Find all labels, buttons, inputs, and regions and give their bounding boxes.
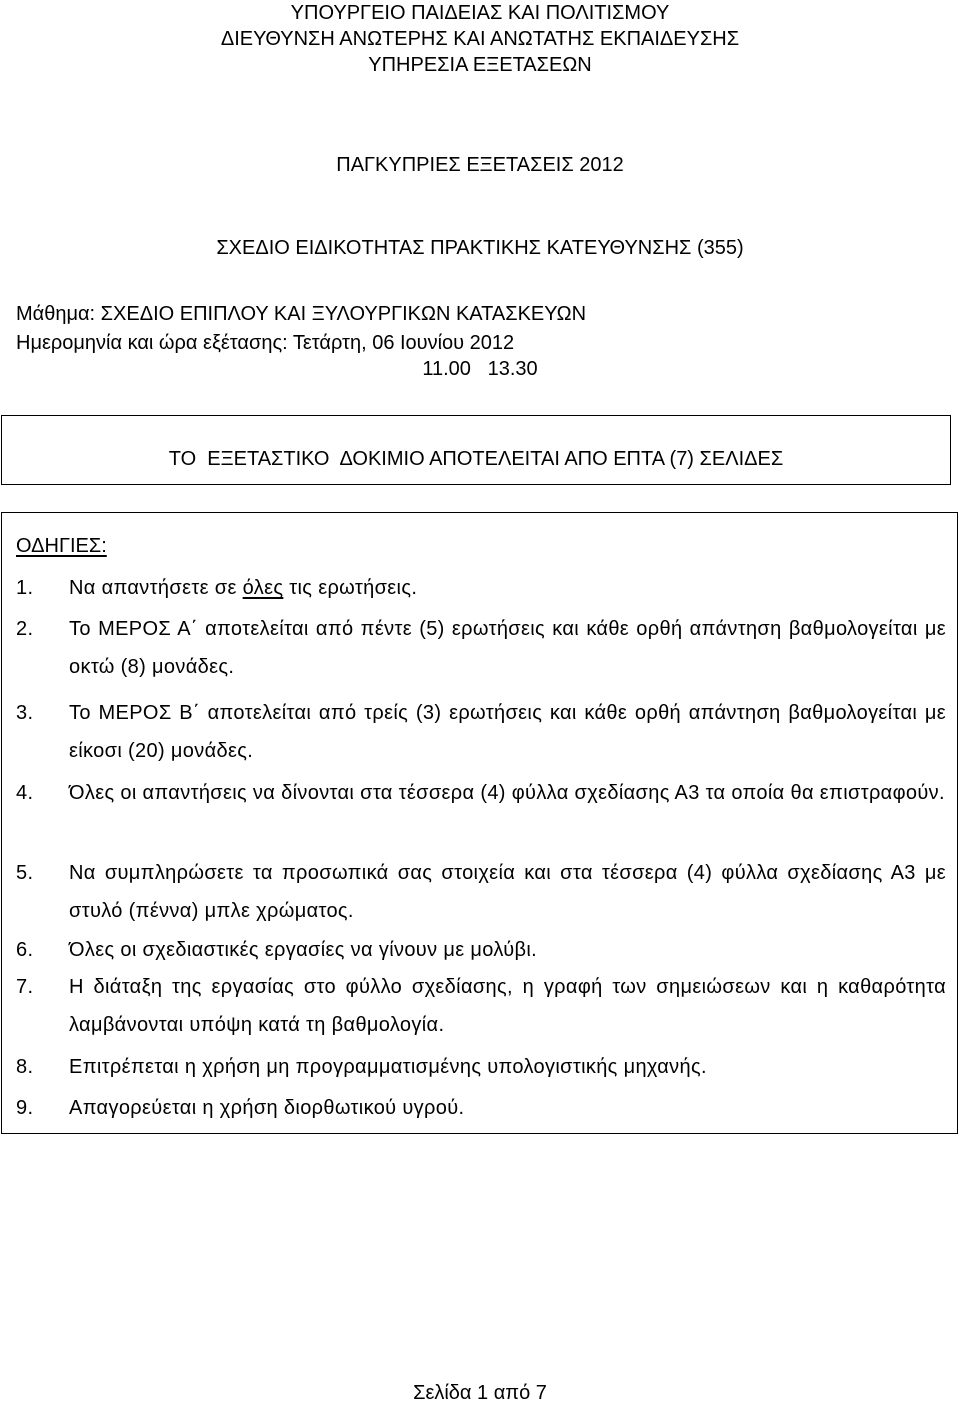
instruction-text: Το ΜΕΡΟΣ Α΄ αποτελείται από πέντε (5) ερωτήσεις και κάθε ορθή απάντηση βαθμολογείται με οκτώ (8) μονάδες. xyxy=(69,618,946,678)
instructions-title: ΟΔΗΓΙΕΣ: xyxy=(16,535,107,557)
instruction-item xyxy=(16,854,946,930)
instruction-number: 5. xyxy=(16,862,34,884)
instruction-item xyxy=(16,569,946,607)
instruction-text-part: Να απαντήσετε σε xyxy=(69,577,243,599)
instruction-text xyxy=(69,569,946,607)
instructions-box xyxy=(1,512,958,1134)
pages-notice-box xyxy=(1,415,951,485)
instruction-number: 7. xyxy=(16,976,34,998)
instruction-item xyxy=(16,610,946,686)
instruction-item xyxy=(16,694,946,770)
pages-notice: ΤΟ ΕΞΕΤΑΣΤΙΚΟ ΔΟΚΙΜΙΟ ΑΠΟΤΕΛΕΙΤΑΙ ΑΠΟ ΕΠΤΑ (7) ΣΕΛΙΔΕΣ xyxy=(168,448,784,470)
instruction-number: 8. xyxy=(16,1056,34,1078)
instruction-number: 6. xyxy=(16,939,34,961)
instruction-item xyxy=(16,931,946,969)
instruction-text: Όλες οι απαντήσεις να δίνονται στα τέσσερα (4) φύλλα σχεδίασης Α3 τα οποία θα επιστραφούν. xyxy=(69,782,945,804)
page-number: Σελίδα 1 από 7 xyxy=(413,1382,547,1404)
service-heading: ΥΠΗΡΕΣΙΑ ΕΞΕΤΑΣΕΩΝ xyxy=(368,54,592,76)
directorate-heading: ΔΙΕΥΘΥΝΣΗ ΑΝΩΤΕΡΗΣ ΚΑΙ ΑΝΩΤΑΤΗΣ ΕΚΠΑΙΔΕΥΣΗΣ xyxy=(220,28,740,50)
instruction-item xyxy=(16,1048,946,1086)
exam-date: Ημερομηνία και ώρα εξέτασης: Τετάρτη, 06 Ιουνίου 2012 xyxy=(16,332,515,354)
instruction-text: Η διάταξη της εργασίας στο φύλλο σχεδίασης, η γραφή των σημειώσεων και η καθαρότητα λαμβάνονται υπόψη κατά τη βαθμολογία. xyxy=(69,976,946,1036)
instruction-text: Όλες οι σχεδιαστικές εργασίες να γίνουν με μολύβι. xyxy=(69,939,538,961)
instruction-number: 3. xyxy=(16,702,34,724)
instruction-item xyxy=(16,774,946,812)
exam-time: 11.00 13.30 xyxy=(422,358,538,380)
exam-specialty: ΣΧΕΔΙΟ ΕΙΔΙΚΟΤΗΤΑΣ ΠΡΑΚΤΙΚΗΣ ΚΑΤΕΥΘΥΝΣΗΣ (355) xyxy=(216,237,744,259)
exam-title: ΠΑΓΚΥΠΡΙΕΣ ΕΞΕΤΑΣΕΙΣ 2012 xyxy=(336,154,624,176)
instruction-number: 4. xyxy=(16,782,34,804)
instruction-text-part: τις ερωτήσεις. xyxy=(283,577,418,599)
instruction-text: Το ΜΕΡΟΣ Β΄ αποτελείται από τρείς (3) ερωτήσεις και κάθε ορθή απάντηση βαθμολογείται με είκοσι (20) μονάδες. xyxy=(69,702,946,762)
instruction-text: Να συμπληρώσετε τα προσωπικά σας στοιχεία και στα τέσσερα (4) φύλλα σχεδίασης Α3 με στυλό (πέννα) μπλε χρώματος. xyxy=(69,862,946,922)
instruction-emphasis: όλες xyxy=(242,577,284,599)
instruction-number: 9. xyxy=(16,1097,34,1119)
instruction-number: 2. xyxy=(16,618,34,640)
exam-subject: Μάθημα: ΣΧΕΔΙΟ ΕΠΙΠΛΟΥ ΚΑΙ ΞΥΛΟΥΡΓΙΚΩΝ ΚΑΤΑΣΚΕΥΩΝ xyxy=(16,303,587,325)
instruction-text: Απαγορεύεται η χρήση διορθωτικού υγρού. xyxy=(69,1097,465,1119)
instruction-item xyxy=(16,968,946,1044)
instruction-number: 1. xyxy=(16,577,34,599)
ministry-heading: ΥΠΟΥΡΓΕΙΟ ΠΑΙΔΕΙΑΣ ΚΑΙ ΠΟΛΙΤΙΣΜΟΥ xyxy=(290,2,670,24)
instruction-text: Επιτρέπεται η χρήση μη προγραμματισμένης υπολογιστικής μηχανής. xyxy=(69,1056,707,1078)
instruction-item xyxy=(16,1089,946,1127)
